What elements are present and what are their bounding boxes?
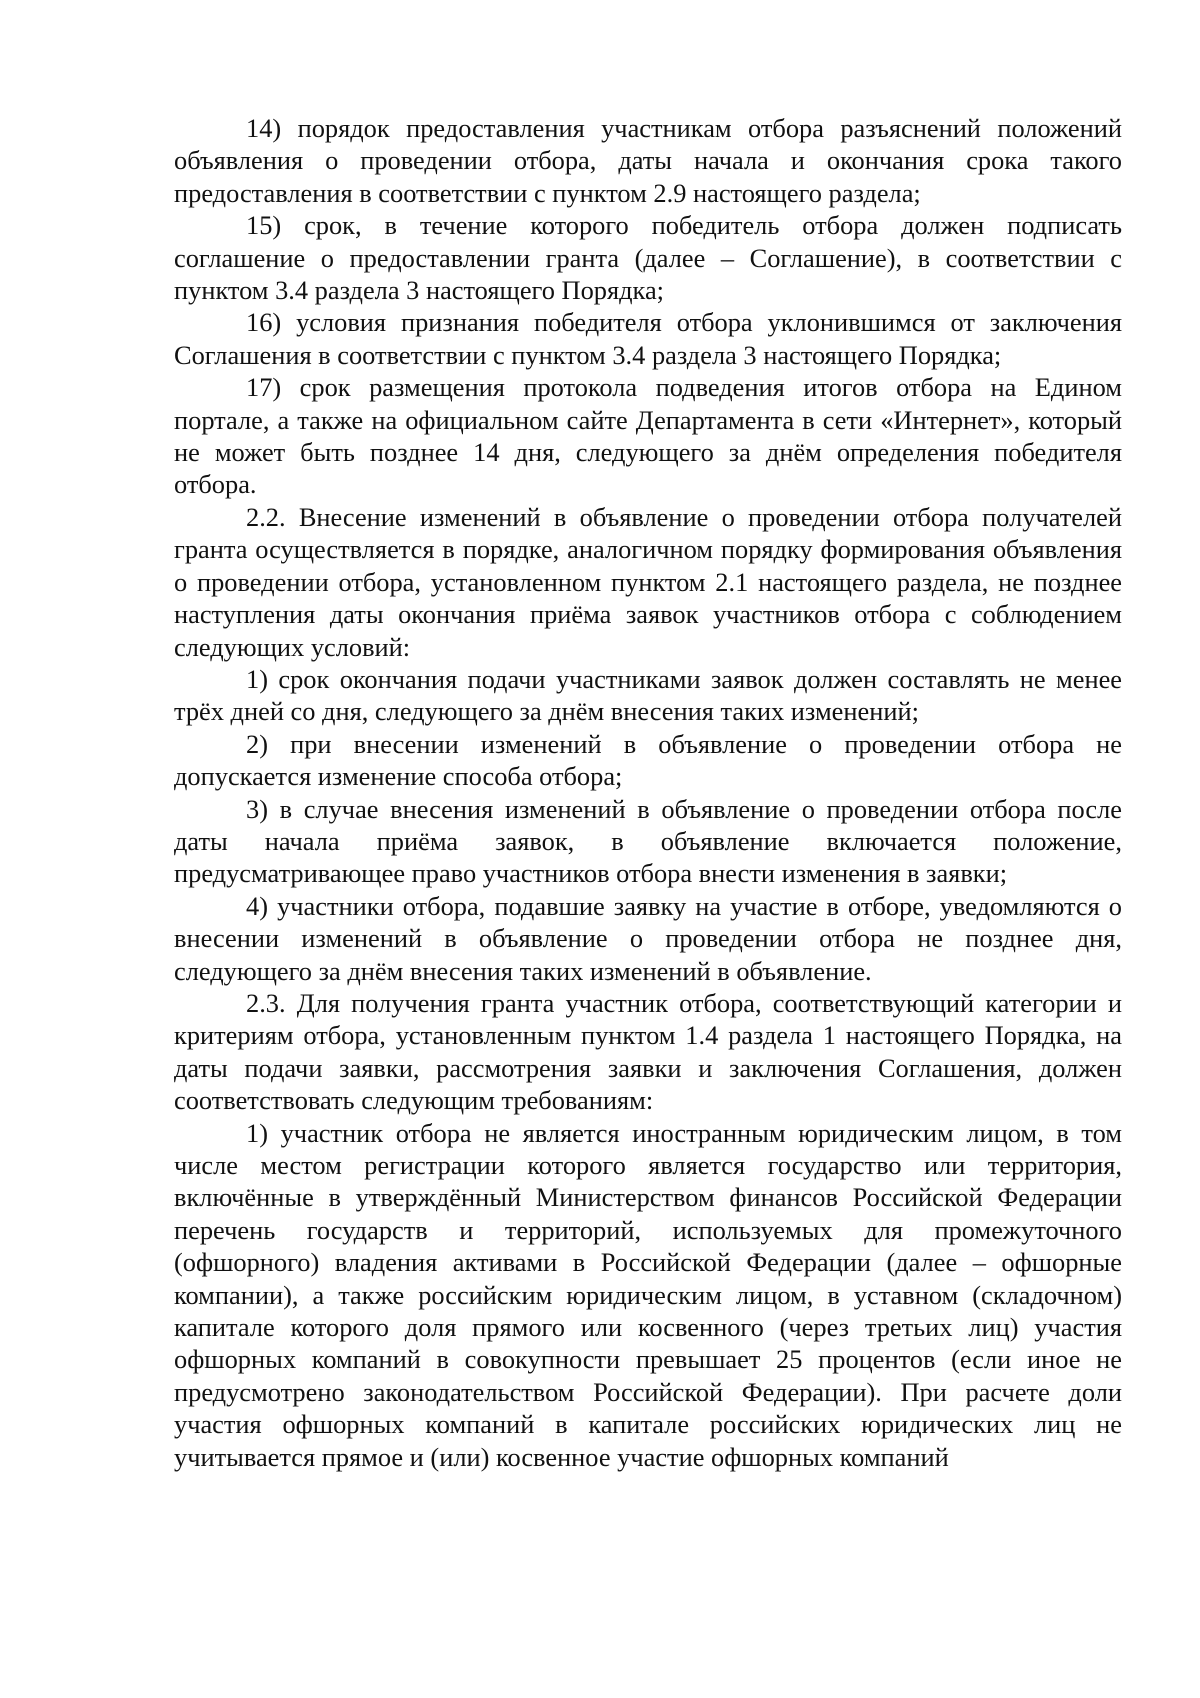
paragraph-item-15: 15) срок, в течение которого победитель отбора должен подписать соглашение о предоставлении гранта (далее – Соглашение), в соответствии с пунктом 3.4 раздела 3 настоящего Порядка; (174, 210, 1122, 306)
paragraph-condition-4: 4) участники отбора, подавшие заявку на участие в отборе, уведомляются о внесении изменений в объявление о проведении отбора не позднее дня, следующего за днём внесения таких изменений в объявление. (174, 890, 1122, 986)
paragraph-condition-1: 1) срок окончания подачи участниками заявок должен составлять не менее трёх дней со дня, следующего за днём внесения таких изменений; (174, 663, 1122, 727)
paragraph-item-14: 14) порядок предоставления участникам отбора разъяснений положений объявления о проведении отбора, даты начала и окончания срока такого предоставления в соответствии с пунктом 2.9 настоящего раздела; (174, 113, 1122, 208)
document-page (174, 112, 1122, 1473)
paragraph-condition-2: 2) при внесении изменений в объявление о проведении отбора не допускается изменение способа отбора; (174, 728, 1122, 792)
paragraph-condition-3: 3) в случае внесения изменений в объявление о проведении отбора после даты начала приёма заявок, в объявление включается положение, предусматривающее право участников отбора внести изменения в заявки; (174, 793, 1122, 889)
paragraph-requirement-1: 1) участник отбора не является иностранным юридическим лицом, в том числе местом регистрации которого является государство или территория, включённые в утверждённый Министерством финансов Российской Федерации перечень государств и территорий, используемых для промежуточного (офшорного) владения активами в Российской Федерации (далее – офшорные компании), а также российским юридическим лицом, в уставном (складочном) капитале которого доля прямого или косвенного (через третьих лиц) участия офшорных компаний в совокупности превышает 25 процентов (если иное не предусмотрено законодательством Российской Федерации). При расчете доли участия офшорных компаний в капитале российских юридических лиц не учитывается прямое и (или) косвенное участие офшорных компаний (174, 1117, 1122, 1472)
paragraph-item-16: 16) условия признания победителя отбора уклонившимся от заключения Соглашения в соответствии с пунктом 3.4 раздела 3 настоящего Порядка; (174, 307, 1122, 370)
paragraph-section-2-3: 2.3. Для получения гранта участник отбора, соответствующий категории и критериям отбора, установленным пунктом 1.4 раздела 1 настоящего Порядка, на даты подачи заявки, рассмотрения заявки и заключения Соглашения, должен соответствовать следующим требованиям: (174, 987, 1122, 1116)
paragraph-section-2-2: 2.2. Внесение изменений в объявление о проведении отбора получателей гранта осуществляется в порядке, аналогичном порядку формирования объявления о проведении отбора, установленном пунктом 2.1 настоящего раздела, не позднее наступления даты окончания приёма заявок участников отбора с соблюдением следующих условий: (174, 501, 1122, 662)
paragraph-item-17: 17) срок размещения протокола подведения итогов отбора на Едином портале, а также на официальном сайте Департамента в сети «Интернет», который не может быть позднее 14 дня, следующего за днём определения победителя отбора. (174, 372, 1122, 500)
